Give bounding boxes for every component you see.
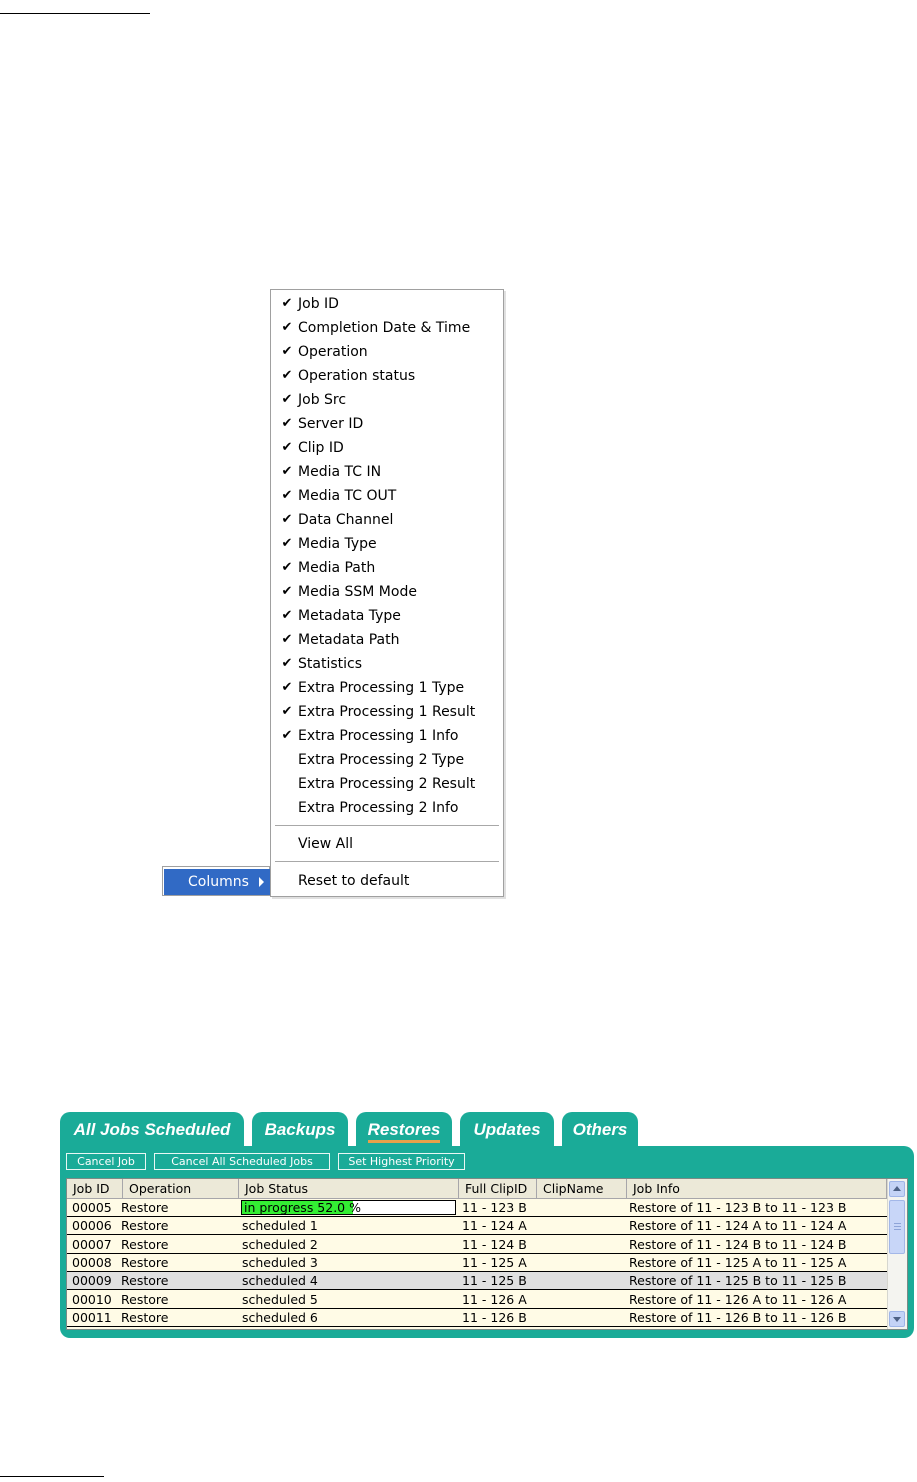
table-row[interactable] (67, 1291, 887, 1309)
checkmark-icon: ✔ (281, 296, 293, 311)
menu-item-label: Extra Processing 2 Result (298, 776, 476, 792)
cell-operation: Restore (121, 1273, 169, 1289)
checkmark-icon: ✔ (281, 320, 293, 335)
tab-label: Others (572, 1120, 628, 1139)
cancel-all-scheduled-jobs-button[interactable]: Cancel All Scheduled Jobs (154, 1153, 330, 1170)
cell-job-info: Restore of 11 - 125 B to 11 - 125 B (629, 1273, 847, 1289)
menu-item-reset-to-default[interactable] (273, 869, 501, 893)
chevron-down-icon (893, 1317, 901, 1322)
checkmark-icon: ✔ (281, 560, 293, 575)
column-header-full-clipid[interactable]: Full ClipID (459, 1179, 537, 1198)
submenu-arrow-icon (259, 877, 264, 887)
menu-item-label: Reset to default (298, 873, 410, 889)
cell-full-clip-id: 11 - 126 A (462, 1291, 527, 1307)
menu-item-label: Media TC IN (298, 464, 382, 480)
job-progress-bar (241, 1200, 456, 1215)
menu-item-label: Metadata Path (298, 632, 400, 648)
cell-job-id: 00010 (72, 1291, 112, 1307)
cell-operation: Restore (121, 1218, 169, 1234)
tab-label: All Jobs Scheduled (73, 1120, 231, 1139)
columns-submenu (270, 289, 504, 897)
menu-item-label: Data Channel (298, 512, 394, 528)
checkmark-icon: ✔ (281, 680, 293, 695)
menu-item-extra-processing-1-result[interactable] (273, 700, 501, 724)
tab-restores[interactable] (356, 1112, 452, 1148)
menu-item-job-src[interactable] (273, 388, 501, 412)
menu-item-extra-processing-2-type[interactable] (273, 748, 501, 772)
column-header-job-status[interactable]: Job Status (239, 1179, 459, 1198)
cell-job-status: scheduled 4 (242, 1273, 318, 1289)
menu-item-media-tc-out[interactable] (273, 484, 501, 508)
column-header-clipname[interactable]: ClipName (537, 1179, 627, 1198)
tab-label: Backups (264, 1120, 336, 1139)
menu-item-columns[interactable] (164, 869, 270, 895)
vertical-scrollbar[interactable] (887, 1179, 907, 1329)
cell-job-status: scheduled 1 (242, 1218, 318, 1234)
table-row[interactable] (67, 1236, 887, 1254)
jobs-panel (60, 1146, 914, 1338)
menu-item-label: Statistics (298, 656, 362, 672)
menu-item-clip-id[interactable] (273, 436, 501, 460)
menu-item-metadata-path[interactable] (273, 628, 501, 652)
menu-separator (275, 861, 499, 863)
page-footer-rule (0, 1476, 104, 1477)
cell-full-clip-id: 11 - 123 B (462, 1200, 527, 1215)
cell-job-status: scheduled 5 (242, 1291, 318, 1307)
scroll-up-button[interactable] (889, 1181, 905, 1197)
cell-operation: Restore (121, 1200, 169, 1215)
checkmark-icon: ✔ (281, 464, 293, 479)
menu-item-label: Operation status (298, 368, 416, 384)
cell-full-clip-id: 11 - 124 A (462, 1218, 527, 1234)
checkmark-icon: ✔ (281, 416, 293, 431)
grip-line (894, 1226, 901, 1227)
job-tabs (60, 1112, 917, 1148)
menu-item-media-tc-in[interactable] (273, 460, 501, 484)
cell-full-clip-id: 11 - 126 B (462, 1309, 527, 1325)
grip-line (894, 1223, 901, 1224)
tab-label: Updates (473, 1120, 541, 1139)
scrollbar-thumb[interactable] (889, 1200, 905, 1254)
jobs-table (66, 1178, 908, 1330)
menu-item-label: Extra Processing 2 Info (298, 800, 459, 816)
tab-updates[interactable] (460, 1112, 554, 1148)
cell-job-info: Restore of 11 - 123 B to 11 - 123 B (629, 1200, 847, 1215)
checkmark-icon: ✔ (281, 488, 293, 503)
checkmark-icon: ✔ (281, 512, 293, 527)
tab-all-jobs-scheduled[interactable] (60, 1112, 244, 1148)
page-header-rule (0, 13, 150, 14)
menu-separator (275, 825, 499, 827)
checkmark-icon: ✔ (281, 368, 293, 383)
menu-item-view-all[interactable] (273, 832, 501, 856)
cell-job-id: 00009 (72, 1273, 112, 1289)
cancel-job-button[interactable]: Cancel Job (66, 1153, 146, 1170)
cell-job-status: scheduled 6 (242, 1309, 318, 1325)
menu-item-job-id[interactable] (273, 292, 501, 316)
cell-job-id: 00007 (72, 1236, 112, 1252)
checkmark-icon: ✔ (281, 728, 293, 743)
cell-job-info: Restore of 11 - 126 A to 11 - 126 A (629, 1291, 847, 1307)
menu-item-label: Media Path (298, 560, 376, 576)
progress-text: in progress 52.0 % (244, 1200, 361, 1215)
menu-item-extra-processing-1-info[interactable] (273, 724, 501, 748)
menu-item-columns-label: Columns (188, 874, 249, 890)
tab-others[interactable] (562, 1112, 638, 1148)
menu-item-label: Job ID (298, 296, 339, 312)
column-header-job-info[interactable]: Job Info (627, 1179, 887, 1198)
menu-item-label: Server ID (298, 416, 364, 432)
cell-operation: Restore (121, 1236, 169, 1252)
cell-job-info: Restore of 11 - 126 B to 11 - 126 B (629, 1309, 847, 1325)
cell-full-clip-id: 11 - 125 A (462, 1254, 527, 1270)
cell-job-id: 00011 (72, 1309, 112, 1325)
checkmark-icon: ✔ (281, 608, 293, 623)
cell-job-id: 00005 (72, 1200, 112, 1215)
checkmark-icon: ✔ (281, 392, 293, 407)
checkmark-icon: ✔ (281, 704, 293, 719)
set-highest-priority-button[interactable]: Set Highest Priority (338, 1153, 465, 1170)
table-row[interactable] (67, 1254, 887, 1272)
table-row[interactable] (67, 1309, 887, 1327)
cell-operation: Restore (121, 1309, 169, 1325)
cell-job-info: Restore of 11 - 124 B to 11 - 124 B (629, 1236, 847, 1252)
checkmark-icon: ✔ (281, 344, 293, 359)
menu-item-metadata-type[interactable] (273, 604, 501, 628)
menu-item-label: Operation (298, 344, 368, 360)
menu-item-label: Extra Processing 1 Result (298, 704, 476, 720)
menu-item-completion-date-time[interactable] (273, 316, 501, 340)
table-row[interactable] (67, 1217, 887, 1235)
checkmark-icon: ✔ (281, 656, 293, 671)
menu-item-label: Extra Processing 2 Type (298, 752, 465, 768)
tab-label: Restores (368, 1120, 441, 1143)
menu-item-media-type[interactable] (273, 532, 501, 556)
menu-item-data-channel[interactable] (273, 508, 501, 532)
checkmark-icon: ✔ (281, 440, 293, 455)
menu-item-media-ssm-mode[interactable] (273, 580, 501, 604)
menu-item-label: View All (298, 836, 354, 852)
jobs-table-header (67, 1179, 887, 1199)
menu-item-media-path[interactable] (273, 556, 501, 580)
cell-job-info: Restore of 11 - 124 A to 11 - 124 A (629, 1218, 847, 1234)
grip-line (894, 1229, 901, 1230)
cell-full-clip-id: 11 - 125 B (462, 1273, 527, 1289)
cell-job-status: scheduled 3 (242, 1254, 318, 1270)
column-header-operation[interactable]: Operation (123, 1179, 239, 1198)
menu-item-statistics[interactable] (273, 652, 501, 676)
checkmark-icon: ✔ (281, 632, 293, 647)
menu-item-label: Media SSM Mode (298, 584, 417, 600)
row-divider (67, 1326, 887, 1327)
table-row[interactable] (67, 1272, 887, 1290)
menu-item-label: Media Type (298, 536, 377, 552)
chevron-up-icon (893, 1186, 901, 1191)
cell-job-id: 00006 (72, 1218, 112, 1234)
cell-job-status: scheduled 2 (242, 1236, 318, 1252)
context-menu (162, 866, 270, 896)
menu-item-label: Metadata Type (298, 608, 401, 624)
menu-item-label: Clip ID (298, 440, 344, 456)
checkmark-icon: ✔ (281, 584, 293, 599)
menu-item-label: Extra Processing 1 Info (298, 728, 459, 744)
cell-full-clip-id: 11 - 124 B (462, 1236, 527, 1252)
menu-item-server-id[interactable] (273, 412, 501, 436)
menu-item-operation-status[interactable] (273, 364, 501, 388)
menu-item-label: Extra Processing 1 Type (298, 680, 465, 696)
tab-backups[interactable] (252, 1112, 348, 1148)
menu-item-label: Job Src (298, 392, 347, 408)
menu-item-label: Media TC OUT (298, 488, 397, 504)
checkmark-icon: ✔ (281, 536, 293, 551)
menu-item-label: Completion Date & Time (298, 320, 471, 336)
menu-item-extra-processing-2-result[interactable] (273, 772, 501, 796)
cell-job-info: Restore of 11 - 125 A to 11 - 125 A (629, 1254, 847, 1270)
menu-item-extra-processing-1-type[interactable] (273, 676, 501, 700)
menu-item-operation[interactable] (273, 340, 501, 364)
table-row[interactable] (67, 1199, 887, 1217)
scroll-down-button[interactable] (889, 1311, 905, 1327)
menu-item-extra-processing-2-info[interactable] (273, 796, 501, 820)
column-header-job-id[interactable]: Job ID (67, 1179, 123, 1198)
cell-operation: Restore (121, 1254, 169, 1270)
cell-operation: Restore (121, 1291, 169, 1307)
cell-job-id: 00008 (72, 1254, 112, 1270)
